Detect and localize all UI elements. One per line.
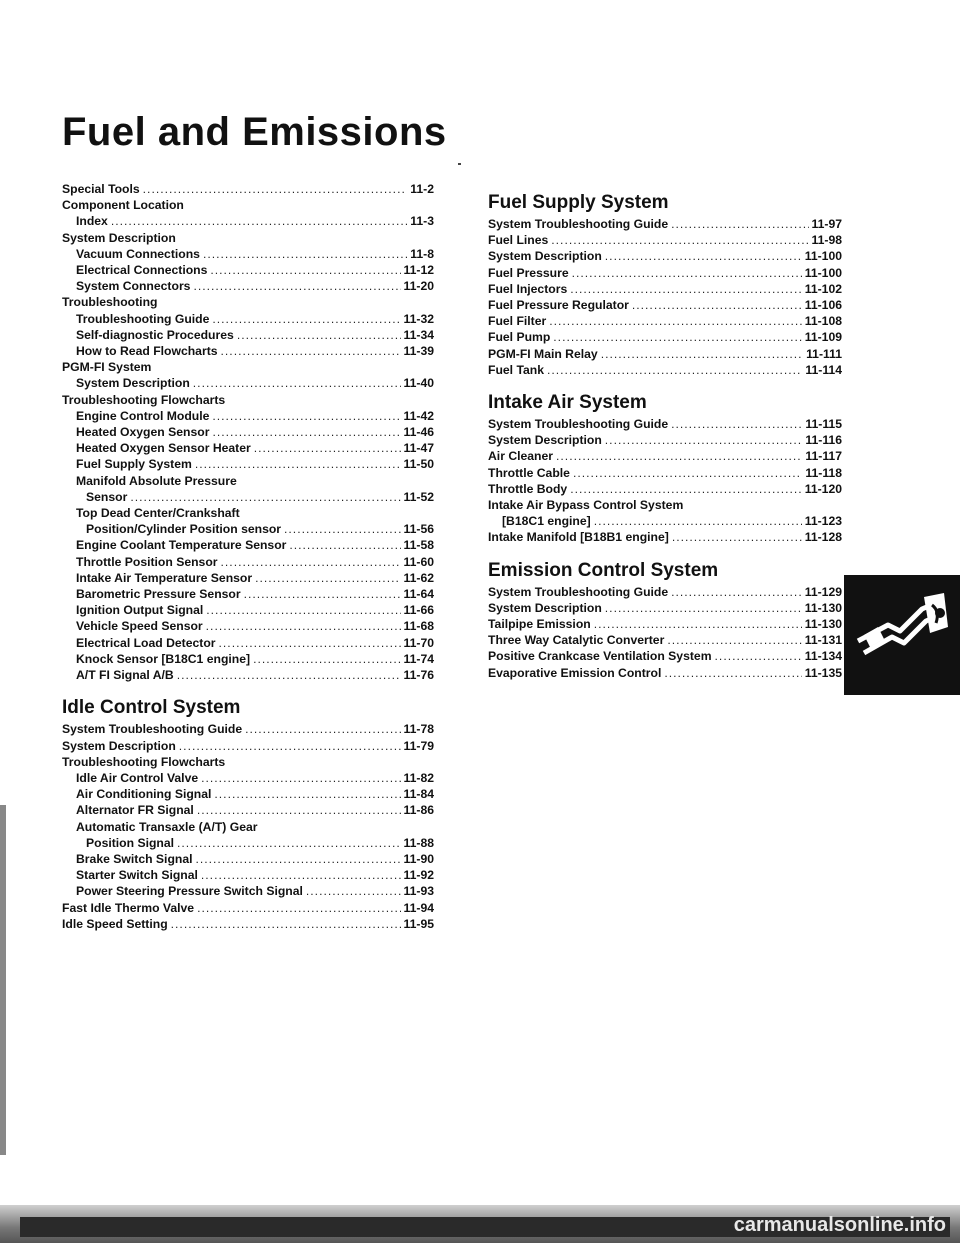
toc-entry[interactable] — [62, 278, 434, 294]
dot-leader — [605, 248, 802, 264]
toc-entry-label: Intake Air Temperature Sensor — [76, 570, 253, 585]
dot-leader — [111, 213, 407, 229]
dot-leader — [667, 632, 801, 648]
dot-leader — [556, 448, 802, 464]
toc-entry-label: System Description — [488, 249, 602, 264]
toc-entry[interactable] — [488, 529, 842, 545]
section-tab — [844, 575, 960, 695]
toc-entry-label: Intake Manifold [B18B1 engine] — [488, 530, 669, 545]
toc-entry[interactable] — [488, 232, 842, 248]
toc-entry-page: 11-135 — [804, 665, 842, 680]
toc-entry[interactable] — [62, 181, 434, 197]
toc-entry[interactable] — [488, 416, 842, 432]
toc-entry-label: Barometric Pressure Sensor — [76, 587, 241, 602]
dot-leader — [605, 600, 802, 616]
dot-leader — [179, 738, 401, 754]
toc-entry-label: Electrical Connections — [76, 263, 208, 278]
toc-entry-label: Throttle Position Sensor — [76, 554, 218, 569]
toc-section-general — [62, 181, 434, 683]
toc-entry[interactable] — [62, 327, 434, 343]
dot-leader — [284, 521, 400, 537]
toc-entry-page: 11-3 — [410, 214, 434, 229]
toc-entry-page: 11-90 — [403, 851, 434, 866]
dot-leader — [715, 648, 802, 664]
toc-entry[interactable] — [488, 648, 842, 664]
toc-entry-page: 11-58 — [403, 538, 434, 553]
toc-group-heading: Troubleshooting Flowcharts — [62, 392, 226, 407]
dot-leader — [671, 416, 802, 432]
toc-entry-label: System Description — [62, 738, 176, 753]
toc-group-heading: Top Dead Center/Crankshaft — [76, 506, 240, 521]
toc-entry-page: 11-8 — [410, 246, 434, 261]
toc-entry[interactable] — [488, 600, 842, 616]
dot-leader — [197, 802, 401, 818]
dot-leader — [289, 537, 400, 553]
dot-leader — [572, 265, 802, 281]
toc-entry-page: 11-12 — [403, 263, 434, 278]
toc-section-fuel-supply — [488, 216, 842, 378]
dot-leader — [632, 297, 802, 313]
toc-entry-page: 11-62 — [403, 570, 434, 585]
toc-entry-page: 11-34 — [403, 327, 434, 342]
toc-entry[interactable] — [488, 665, 842, 681]
toc-entry[interactable] — [488, 329, 842, 345]
toc-entry[interactable] — [62, 721, 434, 737]
toc-entry-page: 11-123 — [804, 514, 842, 529]
dot-leader — [221, 343, 401, 359]
toc-entry[interactable] — [62, 618, 434, 634]
toc-entry-label: Idle Air Control Valve — [76, 770, 199, 785]
toc-entry-label: Special Tools — [62, 182, 140, 196]
dot-leader — [206, 602, 400, 618]
toc-entry[interactable] — [488, 248, 842, 264]
toc-entry[interactable] — [488, 297, 842, 313]
toc-entry-label: Fuel Tank — [488, 362, 544, 377]
dot-leader — [306, 883, 401, 899]
toc-entry-page: 11-106 — [804, 298, 842, 313]
toc-entry-page: 11-84 — [403, 787, 434, 802]
toc-entry[interactable] — [62, 343, 434, 359]
toc-section-emission-control — [488, 584, 842, 681]
toc-entry[interactable] — [62, 867, 434, 883]
toc-entry[interactable] — [62, 213, 434, 229]
toc-entry-label: Self-diagnostic Procedures — [76, 327, 234, 342]
toc-entry[interactable] — [488, 481, 842, 497]
toc-entry-page: 11-52 — [403, 489, 434, 504]
toc-entry-page: 11-116 — [805, 433, 842, 448]
toc-entry-label: Throttle Body — [488, 481, 568, 496]
dot-leader — [664, 665, 801, 681]
dot-leader — [553, 329, 801, 345]
toc-entry[interactable] — [62, 770, 434, 786]
dot-leader — [570, 481, 802, 497]
section-title-emission-control: Emission Control System — [488, 559, 719, 581]
toc-entry-label: Fast Idle Thermo Valve — [62, 900, 195, 915]
toc-entry-label: Positive Crankcase Ventilation System — [488, 649, 712, 664]
toc-entry-label: Fuel Injectors — [488, 281, 568, 296]
toc-entry-label: A/T FI Signal A/B — [76, 668, 174, 683]
toc-entry[interactable] — [488, 584, 842, 600]
toc-entry-page: 11-93 — [403, 884, 434, 899]
toc-group-heading: Manifold Absolute Pressure — [76, 473, 237, 488]
dot-leader — [201, 867, 401, 883]
toc-entry-page: 11-128 — [804, 530, 842, 545]
toc-entry[interactable] — [488, 265, 842, 281]
toc-entry-page: 11-95 — [403, 916, 434, 931]
toc-entry[interactable] — [488, 513, 842, 529]
dot-leader — [671, 584, 802, 600]
toc-entry-label: Idle Speed Setting — [62, 916, 168, 931]
dot-leader — [214, 786, 400, 802]
page-mark — [458, 163, 461, 165]
toc-entry-page: 11-64 — [403, 587, 434, 602]
toc-entry-page: 11-60 — [403, 554, 434, 569]
toc-entry-label: Heated Oxygen Sensor Heater — [76, 441, 251, 456]
toc-entry[interactable] — [488, 432, 842, 448]
dot-leader — [547, 362, 802, 378]
dot-leader — [197, 900, 400, 916]
toc-entry[interactable] — [62, 424, 434, 440]
toc-entry-label: Alternator FR Signal — [76, 803, 194, 818]
toc-entry-page: 11-111 — [806, 346, 842, 361]
toc-entry[interactable] — [62, 900, 434, 916]
toc-entry-page: 11-120 — [804, 481, 842, 496]
page-title: Fuel and Emissions — [62, 110, 447, 154]
toc-entry-label: Three Way Catalytic Converter — [488, 633, 665, 648]
dot-leader — [671, 216, 808, 232]
dot-leader — [570, 281, 801, 297]
toc-entry-label: System Description — [76, 376, 190, 391]
dot-leader — [551, 232, 808, 248]
toc-entry-page: 11-42 — [403, 408, 434, 423]
toc-entry-page: 11-134 — [804, 649, 842, 664]
toc-entry-label: Position/Cylinder Position sensor — [86, 522, 282, 537]
toc-entry-page: 11-108 — [804, 314, 842, 329]
dot-leader — [203, 246, 407, 262]
toc-entry-label: Index — [76, 214, 108, 229]
dot-leader — [245, 721, 400, 737]
toc-entry-page: 11-70 — [403, 635, 434, 650]
dot-leader — [237, 327, 401, 343]
toc-entry-page: 11-102 — [804, 281, 842, 296]
toc-entry-label: [B18C1 engine] — [502, 514, 591, 529]
toc-entry[interactable] — [62, 851, 434, 867]
toc-entry-label: Sensor — [86, 489, 128, 504]
toc-entry-label: Fuel Pump — [488, 330, 551, 345]
toc-group-heading: Troubleshooting — [62, 295, 158, 310]
toc-entry-label: Vacuum Connections — [76, 246, 200, 261]
toc-group-heading: Automatic Transaxle (A/T) Gear — [76, 819, 258, 834]
toc-entry-label: Ignition Output Signal — [76, 603, 204, 618]
section-title-fuel-supply: Fuel Supply System — [488, 192, 669, 213]
toc-entry-label: Fuel Pressure Regulator — [488, 298, 629, 313]
dot-leader — [594, 513, 802, 529]
toc-entry[interactable] — [488, 281, 842, 297]
toc-entry-page: 11-114 — [805, 362, 842, 377]
toc-entry-label: Electrical Load Detector — [76, 635, 216, 650]
toc-entry-page: 11-117 — [805, 449, 842, 464]
toc-entry-label: Heated Oxygen Sensor — [76, 425, 210, 440]
dot-leader — [212, 311, 400, 327]
toc-group-heading: Troubleshooting Flowcharts — [62, 754, 226, 769]
toc-left-column — [62, 181, 434, 932]
toc-entry-label: Knock Sensor [B18C1 engine] — [76, 651, 251, 666]
page-bottom-edge — [0, 1205, 960, 1243]
toc-entry-page: 11-68 — [403, 619, 434, 634]
dot-leader — [573, 465, 802, 481]
toc-entry-page: 11-47 — [403, 441, 434, 456]
toc-entry[interactable] — [62, 375, 434, 391]
toc-entry-page: 11-130 — [804, 600, 842, 615]
dot-leader — [219, 635, 401, 651]
dot-leader — [253, 651, 400, 667]
toc-entry-page: 11-109 — [804, 330, 842, 345]
dot-leader — [143, 181, 408, 197]
toc-entry-page: 11-74 — [403, 651, 434, 666]
dot-leader — [210, 262, 400, 278]
toc-entry-page: 11-88 — [403, 835, 434, 850]
toc-entry-page: 11-97 — [811, 217, 842, 231]
toc-entry-page: 11-94 — [403, 900, 434, 915]
toc-entry-label: Troubleshooting Guide — [76, 311, 210, 326]
toc-entry[interactable] — [62, 586, 434, 602]
toc-entry[interactable] — [62, 456, 434, 472]
toc-entry-label: System Troubleshooting Guide — [488, 584, 669, 599]
toc-entry-page: 11-130 — [804, 617, 842, 632]
toc-group-heading: Component Location — [62, 198, 184, 213]
toc-entry-label: PGM-FI Main Relay — [488, 346, 598, 361]
toc-entry[interactable] — [62, 489, 434, 505]
dot-leader — [212, 424, 400, 440]
toc-entry[interactable] — [488, 448, 842, 464]
toc-entry[interactable] — [62, 311, 434, 327]
toc-entry-label: System Troubleshooting Guide — [62, 722, 243, 737]
toc-entry-label: Brake Switch Signal — [76, 851, 193, 866]
toc-entry[interactable] — [62, 883, 434, 899]
toc-entry[interactable] — [62, 738, 434, 754]
toc-entry-page: 11-39 — [403, 344, 434, 359]
dot-leader — [193, 278, 400, 294]
toc-entry-label: System Description — [488, 433, 602, 448]
toc-entry[interactable] — [488, 362, 842, 378]
toc-entry[interactable] — [488, 346, 842, 362]
toc-entry-page: 11-78 — [403, 722, 434, 737]
toc-entry-label: Engine Coolant Temperature Sensor — [76, 538, 287, 553]
toc-entry[interactable] — [62, 537, 434, 553]
dot-leader — [195, 456, 401, 472]
toc-entry[interactable] — [62, 521, 434, 537]
toc-entry-label: Position Signal — [86, 835, 175, 850]
toc-entry-page: 11-92 — [403, 868, 434, 883]
dot-leader — [177, 835, 400, 851]
toc-entry-label: Fuel Pressure — [488, 265, 569, 280]
toc-entry[interactable] — [62, 246, 434, 262]
toc-entry-page: 11-131 — [804, 633, 842, 648]
toc-entry[interactable] — [488, 465, 842, 481]
toc-entry-page: 11-79 — [403, 738, 434, 753]
toc-entry-label: Starter Switch Signal — [76, 868, 198, 883]
toc-entry[interactable] — [62, 802, 434, 818]
toc-entry[interactable] — [62, 635, 434, 651]
toc-entry[interactable] — [488, 216, 842, 232]
toc-entry[interactable] — [62, 262, 434, 278]
toc-entry-label: Tailpipe Emission — [488, 617, 591, 632]
dot-leader — [672, 529, 802, 545]
toc-entry-page: 11-76 — [403, 668, 434, 683]
toc-section-intake-air — [488, 416, 842, 546]
toc-entry-label: Fuel Lines — [488, 233, 549, 248]
dot-leader — [549, 313, 801, 329]
dot-leader — [244, 586, 401, 602]
toc-group-heading: Intake Air Bypass Control System — [488, 498, 684, 513]
toc-entry-page: 11-20 — [403, 279, 434, 294]
toc-entry[interactable] — [488, 616, 842, 632]
toc-entry-label: Power Steering Pressure Switch Signal — [76, 884, 303, 899]
section-title-intake-air: Intake Air System — [488, 392, 647, 414]
toc-right-column — [488, 192, 842, 681]
toc-entry-page: 11-32 — [403, 311, 434, 326]
dot-leader — [255, 570, 400, 586]
toc-entry-page: 11-82 — [403, 770, 434, 785]
exhaust-pipe-icon — [844, 575, 960, 695]
toc-entry-label: Air Cleaner — [488, 449, 554, 464]
dot-leader — [605, 432, 803, 448]
toc-entry-page: 11-118 — [805, 465, 842, 480]
scan-edge — [0, 805, 6, 1155]
toc-entry-label: Fuel Filter — [488, 314, 547, 329]
toc-entry[interactable] — [62, 570, 434, 586]
toc-entry-page: 11-115 — [805, 417, 842, 432]
toc-entry-page: 11-86 — [403, 803, 434, 818]
toc-entry-page: 11-66 — [403, 603, 434, 618]
toc-entry-label: System Troubleshooting Guide — [488, 217, 669, 231]
toc-entry-label: Vehicle Speed Sensor — [76, 619, 203, 634]
toc-entry-page: 11-46 — [403, 425, 434, 440]
toc-entry[interactable] — [488, 632, 842, 648]
dot-leader — [130, 489, 400, 505]
toc-entry-label: Engine Control Module — [76, 408, 210, 423]
toc-entry-label: System Description — [488, 600, 602, 615]
dot-leader — [196, 851, 401, 867]
toc-entry-label: Air Conditioning Signal — [76, 787, 212, 802]
toc-entry-label: Evaporative Emission Control — [488, 665, 662, 680]
dot-leader — [206, 618, 401, 634]
toc-entry-page: 11-98 — [811, 233, 842, 248]
toc-entry-page: 11-100 — [804, 265, 842, 280]
toc-entry[interactable] — [62, 667, 434, 683]
toc-entry-page: 11-2 — [410, 182, 434, 196]
toc-entry[interactable] — [62, 602, 434, 618]
toc-entry[interactable] — [62, 786, 434, 802]
dot-leader — [221, 554, 401, 570]
dot-leader — [594, 616, 802, 632]
toc-group-heading: PGM-FI System — [62, 360, 152, 375]
dot-leader — [601, 346, 803, 362]
toc-entry-label: System Troubleshooting Guide — [488, 417, 669, 432]
toc-entry[interactable] — [62, 440, 434, 456]
toc-entry-label: System Connectors — [76, 279, 191, 294]
toc-entry-page: 11-56 — [403, 522, 434, 537]
toc-entry[interactable] — [62, 835, 434, 851]
toc-entry-page: 11-100 — [804, 249, 842, 264]
dot-leader — [254, 440, 401, 456]
toc-entry-page: 11-40 — [403, 376, 434, 391]
toc-entry[interactable] — [62, 554, 434, 570]
toc-entry[interactable] — [62, 408, 434, 424]
toc-entry[interactable] — [488, 313, 842, 329]
toc-entry-label: Throttle Cable — [488, 465, 570, 480]
dot-leader — [212, 408, 400, 424]
toc-entry-page: 11-129 — [804, 584, 842, 599]
section-title-idle-control: Idle Control System — [62, 697, 241, 719]
toc-entry[interactable] — [62, 916, 434, 932]
toc-group-heading: System Description — [62, 230, 176, 245]
dot-leader — [193, 375, 401, 391]
watermark: carmanualsonline.info — [733, 1214, 946, 1236]
dot-leader — [171, 916, 401, 932]
toc-entry[interactable] — [62, 651, 434, 667]
dot-leader — [201, 770, 400, 786]
dot-leader — [177, 667, 401, 683]
toc-entry-label: How to Read Flowcharts — [76, 344, 218, 359]
toc-section-idle-control — [62, 721, 434, 932]
toc-entry-page: 11-50 — [403, 457, 434, 472]
toc-entry-label: Fuel Supply System — [76, 457, 192, 472]
